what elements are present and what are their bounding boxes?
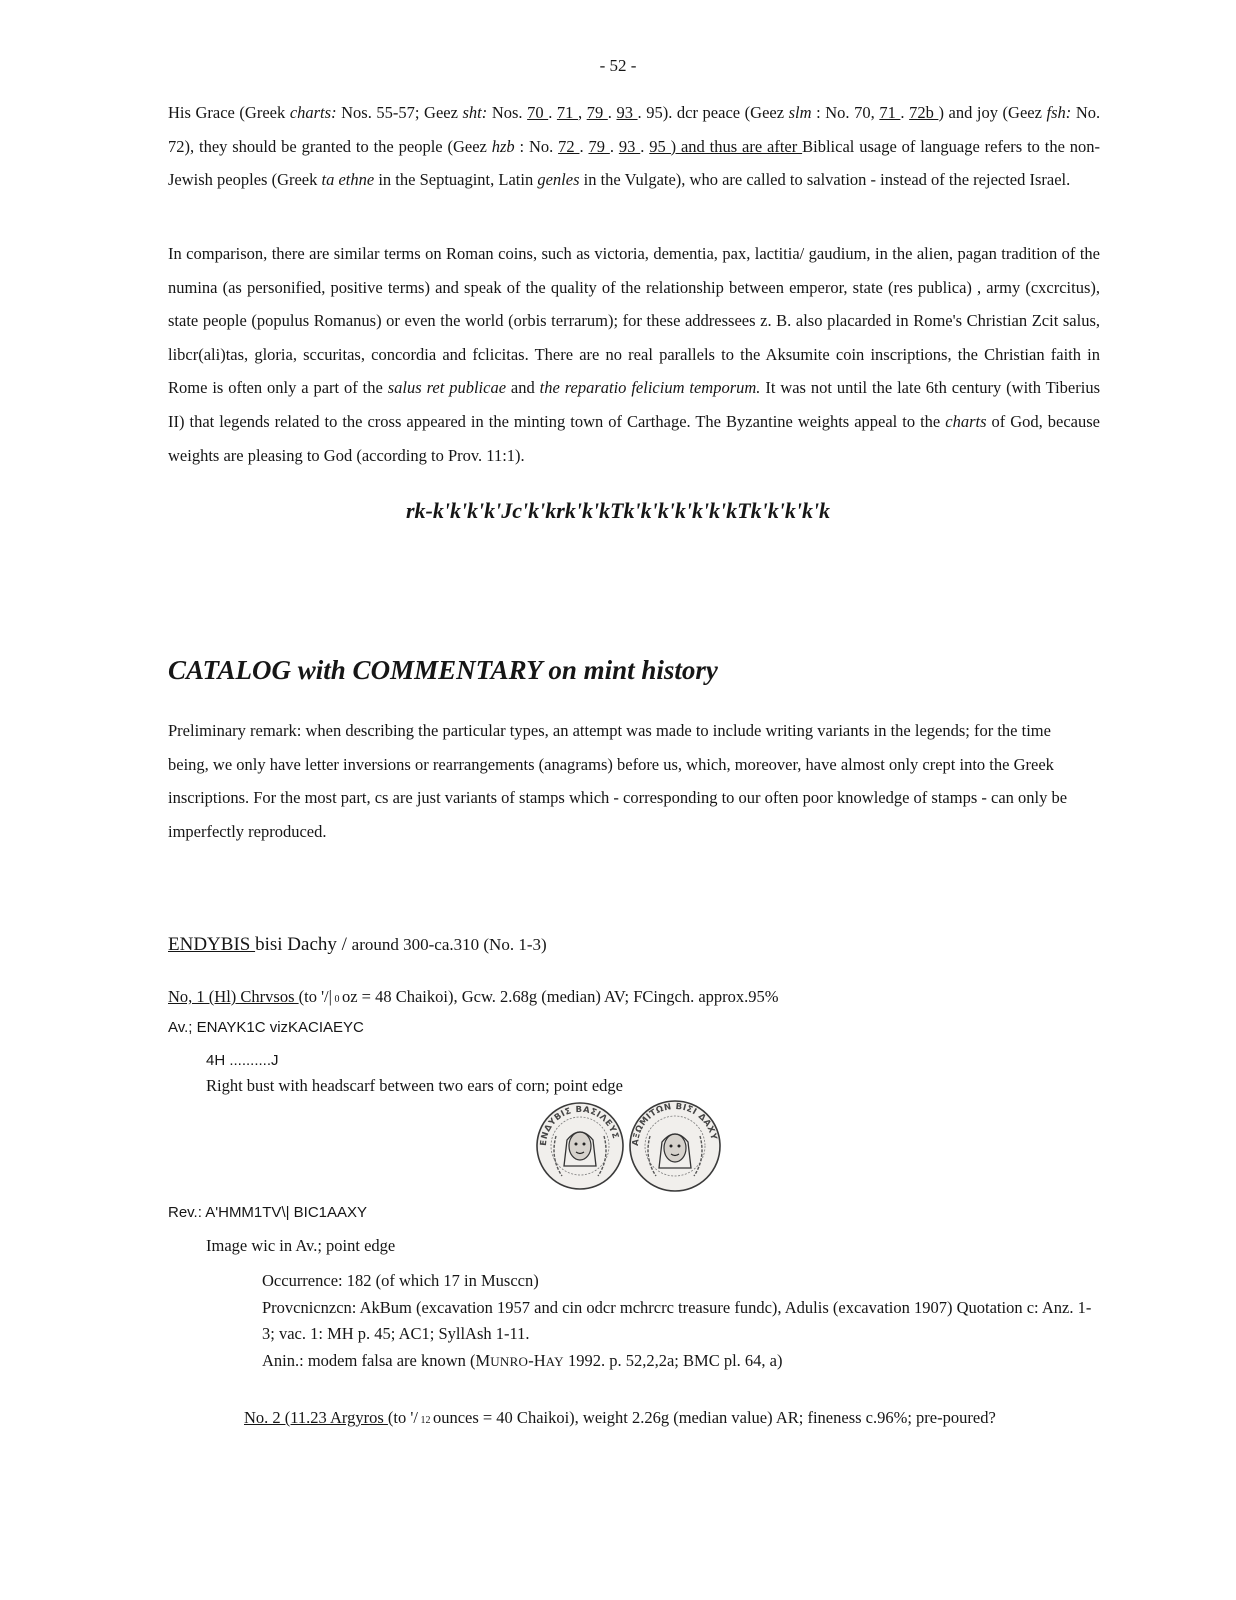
ruler-alias: bisi Dachy / <box>255 934 352 955</box>
ruler-period: around 300-ca.310 (No. 1-3) <box>351 935 547 954</box>
entry-2-heading: No. 2 (11.23 Argyros (to '/ 12 ounces = 40 Chaikoi), weight 2.26g (median value) AR; fineness c.96%; pre-poured? <box>244 1408 996 1427</box>
preliminary-remark: Preliminary remark: when describing the particular types, an attempt was made to include writing variants in the legends; for the time being, we only have letter inversions or rearrangements (anagrams) before us, which, moreover, have almost only crept into the Greek inscriptions. For the most part, cs are just variants of stamps which - corresponding to our often poor knowledge of stamps - can only be imperfectly reproduced. <box>168 721 1068 841</box>
paragraph-roman-coins: In comparison, there are similar terms on Roman coins, such as victoria, dementia, pax, lactitia/ gaudium, in the alien, pagan tradition of the numina (as personified, positive terms) and speak of the quality of the relationship between emperor, state (res publica) , army (cxcrcitus), state people (populus Romanus) or even the world (orbis terrarum); for these addressees z. B. also placarded in Rome's Christian Zcit salus, libcr(ali)tas, gloria, sccuritas, concordia and fclicitas. There are no real parallels to the Aksumite coin inscriptions, the Christian faith in Rome is often only a part of the salus ret publicae and the reparatio felicium temporum. It was not until the late 6th century (with Tiberius II) that legends related to the cross appeared in the minting town of Carthage. The Byzantine weights appeal to the charts of God, because weights are pleasing to God (according to Prov. 11:1). <box>168 244 1100 465</box>
garbled-separator-line: rk-k'k'k'k'Jc'k'krk'k'kTk'k'k'k'k'k'kTk'k'k'k'k <box>405 498 831 523</box>
page-number: - 52 - <box>599 56 637 75</box>
entry-1-obverse-mark: 4H ..........J <box>206 1052 279 1069</box>
entry-1-reverse-description: Image wic in Av.; point edge <box>206 1236 396 1255</box>
coin-images <box>534 1100 732 1192</box>
svg-text:ΑΞΩΜΙΤΩΝ ΒΙΣΙ ΔΑΧΥ: ΑΞΩΜΙΤΩΝ ΒΙΣΙ ΔΑΧΥ <box>630 1101 719 1147</box>
provenance: Provcnicnzcn: AkBum (excavation 1957 and cin odcr mchrcrc treasure fundc), Adulis (excavation 1907) Quotation c: Anz. 1-3; vac. 1: MH p. 45; AC1; SyllAsh 1-11. <box>262 1297 1092 1344</box>
catalog-title: CATALOG with COMMENTARY on mint history <box>168 655 718 685</box>
entry-1-reverse-legend: Rev.: A'HMM1TV\| BIC1AAXY <box>168 1204 368 1221</box>
entry-1-obverse-description: Right bust with headscarf between two ears of corn; point edge <box>206 1076 623 1095</box>
section-heading-endybis <box>168 934 547 956</box>
reverse-coin <box>630 1101 720 1191</box>
occurrence: Occurrence: 182 (of which 17 in Musccn) <box>262 1271 539 1290</box>
paragraph-grace: His Grace (Greek charts: Nos. 55-57; Geez sht: Nos. 70 . 71 , 79 . 93 . 95). dcr peace (Geez slm : No. 70, 71 . 72b ) and joy (Geez fsh: No. 72), they should be granted to the people (Geez hzb : No. 72 . 79 . 93 . 95 ) and thus are after Biblical usage of language refers to the non-Jewish peoples (Greek ta ethne in the Septuagint, Latin genles in the Vulgate), who are called to salvation - instead of the rejected Israel. <box>168 103 1101 190</box>
entry-1-details <box>262 1268 1092 1375</box>
svg-text:ΕΝΔΥΒΙΣ ΒΑΣΙΛΕΥΣ: ΕΝΔΥΒΙΣ ΒΑΣΙΛΕΥΣ <box>538 1104 621 1147</box>
entry-1-label: No, 1 (Hl) Chrvsos <box>168 987 299 1006</box>
ruler-name: ENDYBIS <box>168 934 256 955</box>
obverse-coin <box>537 1103 623 1189</box>
entry-2-label: No. 2 (11.23 Argyros <box>244 1408 388 1427</box>
entry-1-heading: No, 1 (Hl) Chrvsos (to '/| 0 oz = 48 Chaikoi), Gcw. 2.68g (median) AV; FCingch. approx.95% <box>168 987 779 1006</box>
annotation: Anin.: modem falsa are known (MUNRO-HAY 1992. p. 52,2,2a; BMC pl. 64, a) <box>262 1350 783 1370</box>
entry-1-obverse-legend: Av.; ENAYK1C vizKACIAEYC <box>168 1019 364 1036</box>
